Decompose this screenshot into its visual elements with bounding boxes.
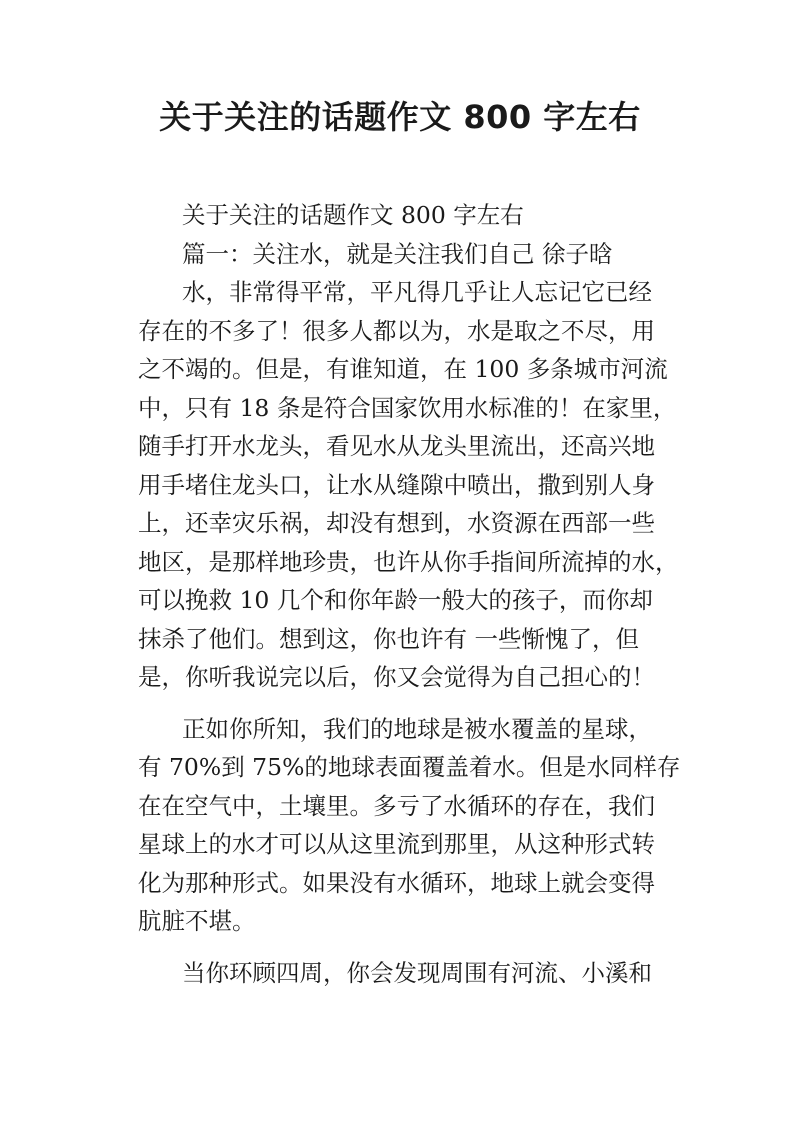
- body-line: 星球上的水才可以从这里流到那里，从这种形式转: [138, 830, 655, 858]
- body-line: 篇一：关注水，就是关注我们自己 徐子晗: [182, 239, 613, 268]
- body-line: 存在的不多了！很多人都以为，水是取之不尽，用: [138, 316, 655, 345]
- body-line: 当你环顾四周，你会发现周围有河流、小溪和: [182, 958, 652, 987]
- body-line: 随手打开水龙头，看见水从龙头里流出，还高兴地: [138, 432, 655, 460]
- body-line: 抹杀了他们。想到这，你也许有 一些惭愧了，但: [138, 624, 639, 653]
- body-line: 化为那种形式。如果没有水循环，地球上就会变得: [138, 868, 655, 897]
- body-line: 肮脏不堪。: [138, 907, 256, 935]
- body-line: 之不竭的。但是，有谁知道，在 100 多条城市河流: [138, 355, 668, 383]
- document-body: [138, 196, 681, 992]
- body-line: 用手堵住龙头口，让水从缝隙中喷出，撒到别人身: [138, 470, 655, 499]
- body-line: 在在空气中，土壤里。多亏了水循环的存在，我们: [138, 791, 655, 820]
- body-line: 上，还幸灾乐祸，却没有想到，水资源在西部一些: [138, 509, 655, 537]
- body-line: 有 70%到 75%的地球表面覆盖着水。但是水同样存: [138, 753, 681, 781]
- document-title: 关于关注的话题作文 800 字左右: [159, 98, 641, 136]
- body-line: 地区，是那样地珍贵，也许从你手指间所流掉的水，: [138, 547, 679, 576]
- body-line: 水，非常得平常，平凡得几乎让人忘记它已经: [182, 278, 652, 306]
- body-line: 中，只有 18 条是符合国家饮用水标准的！在家里，: [138, 393, 677, 422]
- body-line: 正如你所知，我们的地球是被水覆盖的星球，: [182, 714, 652, 743]
- body-line: 是，你听我说完以后，你又会觉得为自己担心的！: [138, 663, 655, 691]
- body-line: 可以挽救 10 几个和你年龄一般大的孩子，而你却: [138, 586, 653, 614]
- body-line: 关于关注的话题作文 800 字左右: [182, 201, 524, 229]
